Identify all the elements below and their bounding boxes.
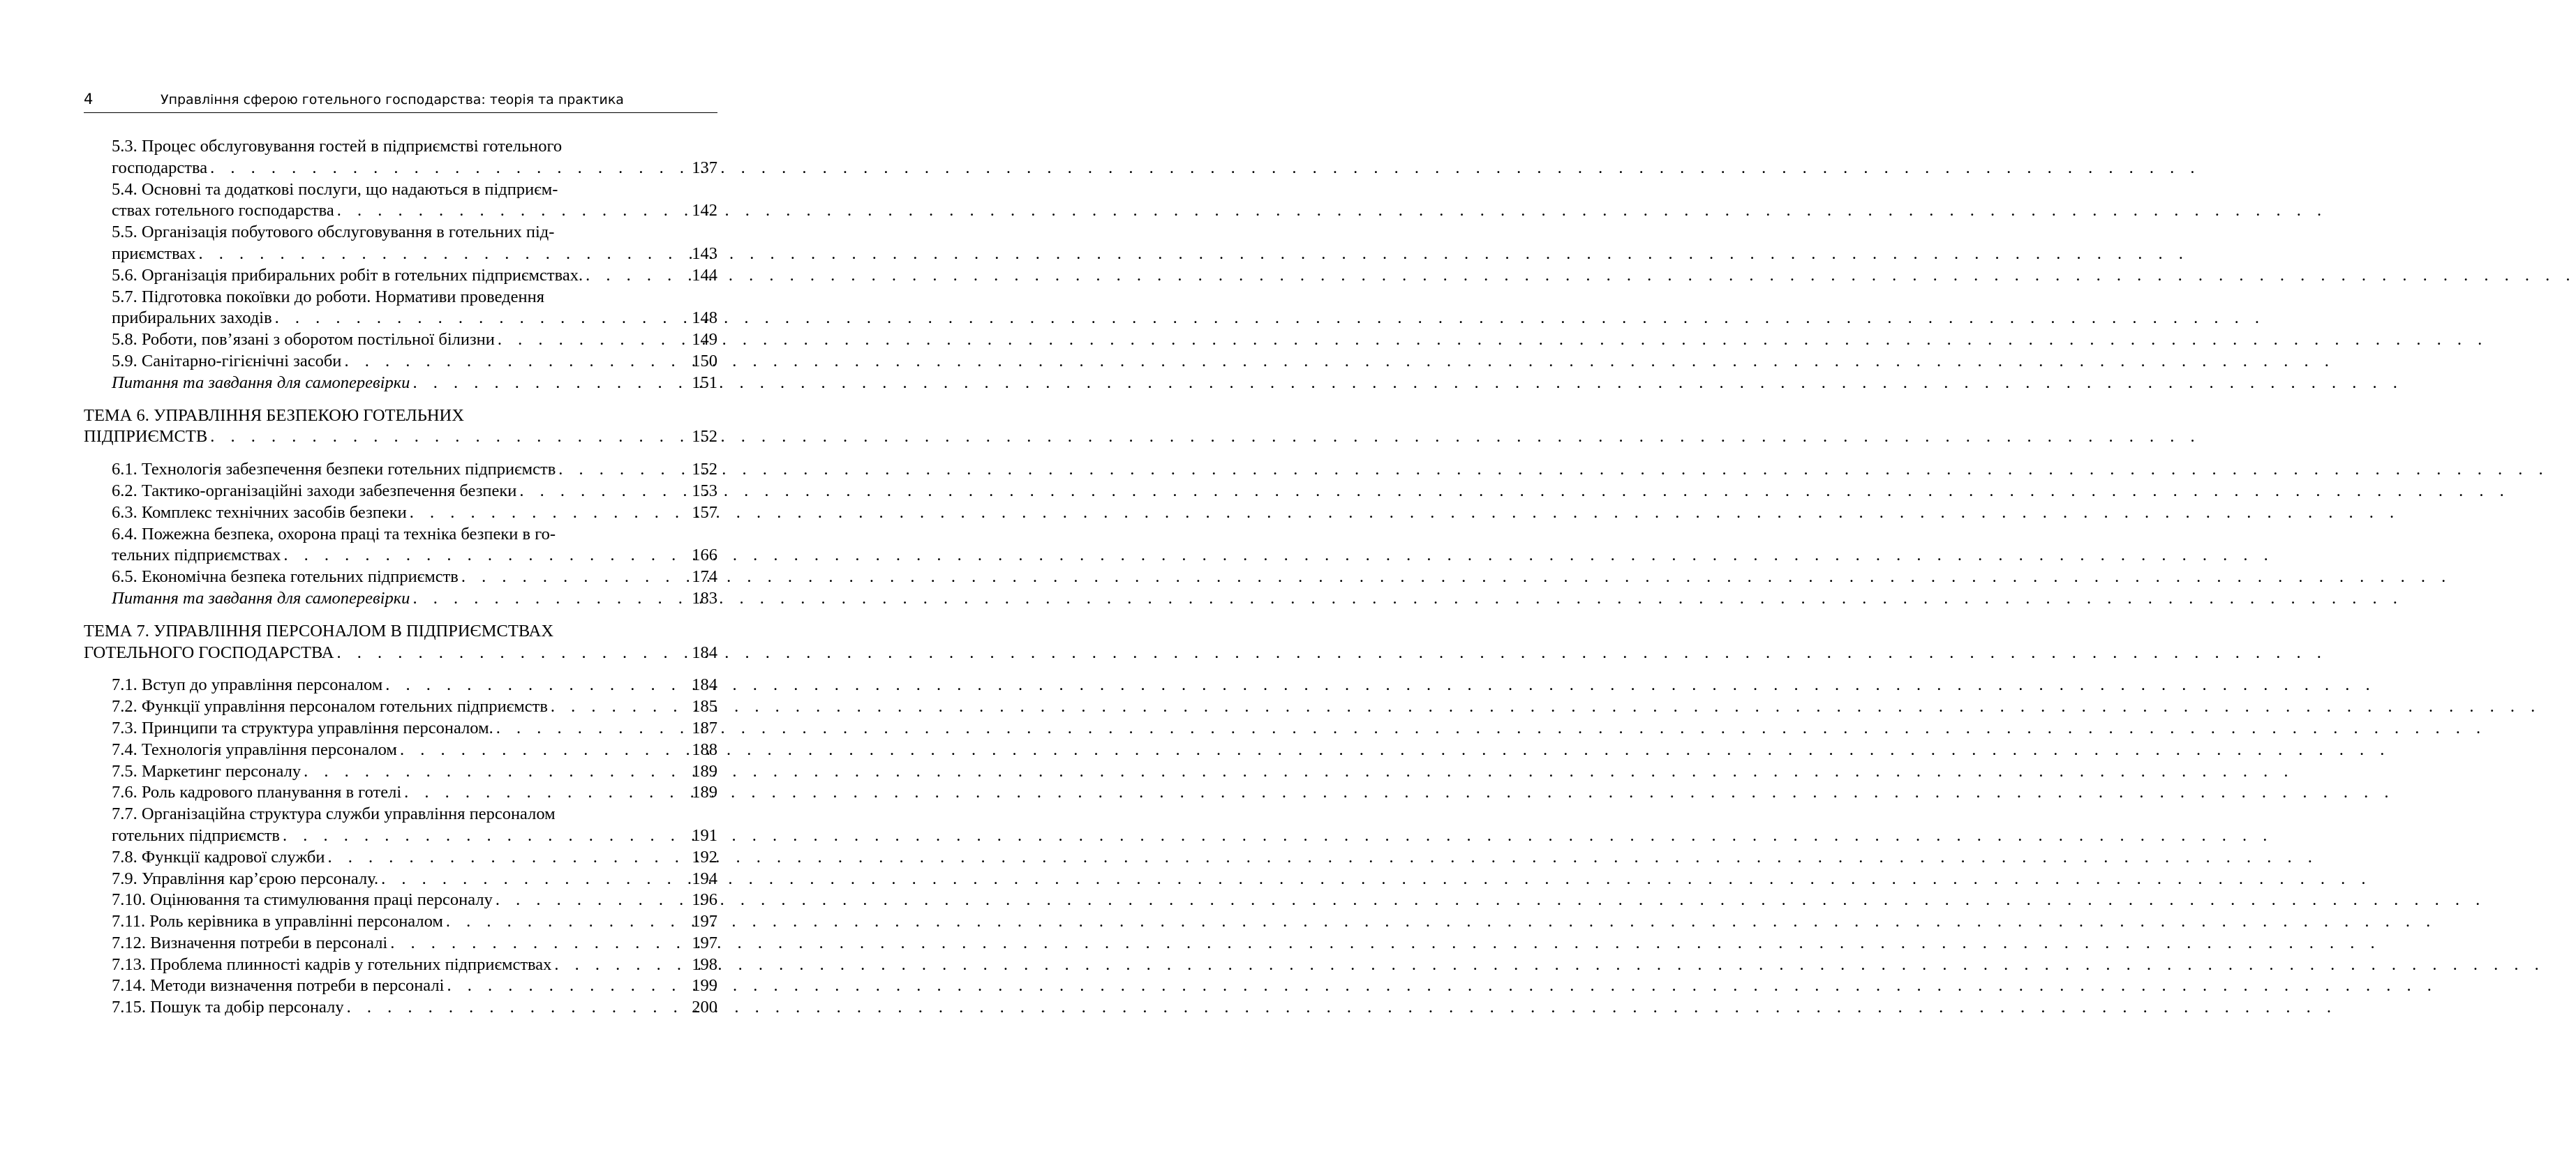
dot-leader — [443, 911, 678, 933]
toc-entry-5-5 — [84, 243, 717, 265]
dot-leader — [407, 502, 678, 524]
toc-entry-text: ствах готельного господарства — [112, 201, 334, 220]
toc-page-number: 198 — [692, 954, 717, 974]
toc-entry-text: 7.13. Проблема плинності кадрів у готельних підприємствах — [112, 954, 552, 974]
dot-leader — [397, 740, 678, 761]
toc-theme-6-line1 — [84, 405, 717, 427]
dot-leader — [325, 847, 678, 869]
dot-leader — [280, 825, 678, 847]
dot-leader — [493, 718, 678, 740]
toc-entry-6-4-line1 — [84, 524, 717, 546]
toc-page-number: 148 — [692, 308, 717, 328]
toc-page-number: 187 — [692, 718, 717, 737]
toc-entry-6-2 — [84, 481, 717, 502]
toc-entry-text: 7.2. Функції управління персоналом готельних підприємств — [112, 697, 548, 717]
toc-page-number: 184 — [692, 675, 717, 695]
dot-leader — [382, 675, 678, 696]
toc-page-number: 185 — [692, 697, 717, 717]
toc-entry-6-1 — [84, 459, 717, 481]
section-gap — [84, 448, 717, 459]
table-of-contents — [84, 136, 717, 1019]
toc-entry-7-4 — [84, 740, 717, 761]
toc-theme-6 — [84, 426, 717, 448]
toc-entry-text: господарства — [112, 158, 208, 177]
toc-entry-text: 5.4. Основні та додаткові послуги, що надаються в підприєм- — [112, 179, 558, 199]
dot-leader — [344, 997, 678, 1019]
toc-entry-7-5 — [84, 761, 717, 783]
toc-entry-text: 5.7. Підготовка покоївки до роботи. Нормативи проведення — [112, 287, 544, 306]
dot-leader — [444, 975, 678, 997]
toc-page-number: 142 — [692, 201, 717, 220]
toc-entry-text: 7.8. Функції кадрової служби — [112, 847, 325, 867]
toc-page-number: 143 — [692, 243, 717, 263]
toc-entry-text: 5.9. Санітарно-гігієнічні засоби — [112, 351, 342, 370]
toc-entry-text: 6.3. Комплекс технічних засобів безпеки — [112, 502, 407, 522]
toc-entry-5-6 — [84, 265, 717, 287]
toc-entry-5-3-line1 — [84, 136, 717, 158]
toc-entry-text: 6.1. Технологія забезпечення безпеки готельних підприємств — [112, 460, 556, 479]
toc-entry-questions-5 — [84, 373, 717, 394]
toc-entry-text: 7.5. Маркетинг персоналу — [112, 761, 301, 781]
dot-leader — [341, 351, 678, 373]
toc-entry-7-9 — [84, 869, 717, 890]
toc-entry-text: 5.3. Процес обслуговування гостей в підприємстві готельного — [112, 137, 563, 156]
section-gap — [84, 664, 717, 675]
toc-entry-7-12 — [84, 933, 717, 954]
dot-leader — [334, 643, 678, 664]
toc-entry-6-5 — [84, 567, 717, 588]
toc-theme-text: ПІДПРИЄМСТВ — [84, 427, 208, 447]
toc-entry-text: 6.4. Пожежна безпека, охорона праці та техніка безпеки в го- — [112, 524, 556, 544]
toc-page-number: 196 — [692, 890, 717, 910]
dot-leader — [495, 329, 678, 351]
dot-leader — [301, 761, 678, 783]
toc-page-number: 197 — [692, 933, 717, 952]
section-gap — [84, 610, 717, 621]
toc-entry-7-3 — [84, 718, 717, 740]
toc-entry-7-10 — [84, 890, 717, 911]
toc-page-number: 192 — [692, 847, 717, 867]
toc-entry-7-2 — [84, 696, 717, 718]
toc-entry-text: 7.4. Технологія управління персоналом — [112, 740, 397, 759]
toc-entry-text: 7.7. Організаційна структура служби управління персоналом — [112, 804, 556, 824]
toc-entry-text: 5.8. Роботи, пов’язані з оборотом постільної білизни — [112, 330, 495, 350]
dot-leader — [272, 308, 678, 329]
toc-entry-text: 5.6. Організація прибиральних робіт в готельних підприємствах. — [112, 265, 583, 285]
toc-entry-7-6 — [84, 782, 717, 804]
toc-page-number: 199 — [692, 976, 717, 996]
toc-entry-5-8 — [84, 329, 717, 351]
toc-entry-text: 6.2. Тактико-організаційні заходи забезпечення безпеки — [112, 481, 517, 500]
toc-theme-text: ТЕМА 7. УПРАВЛІННЯ ПЕРСОНАЛОМ В ПІДПРИЄМСТВАХ — [84, 621, 554, 640]
dot-leader — [551, 954, 678, 976]
toc-page-number: 189 — [692, 761, 717, 781]
document-page — [0, 0, 808, 1154]
toc-page-number: 149 — [692, 330, 717, 350]
toc-entry-5-7-line1 — [84, 287, 717, 308]
dot-leader — [493, 890, 678, 911]
toc-entry-5-9 — [84, 351, 717, 373]
dot-leader — [401, 782, 678, 804]
toc-entry-5-3 — [84, 158, 717, 179]
toc-theme-7 — [84, 643, 717, 664]
dot-leader — [334, 200, 678, 222]
toc-entry-text: готельних підприємств — [112, 825, 280, 845]
toc-entry-text: 7.1. Вступ до управління персоналом — [112, 675, 383, 695]
dot-leader — [207, 158, 678, 179]
dot-leader — [387, 933, 678, 954]
toc-entry-5-7 — [84, 308, 717, 329]
toc-page-number: 188 — [692, 740, 717, 759]
toc-entry-7-15 — [84, 997, 717, 1019]
page-number: 4 — [84, 91, 94, 107]
toc-entry-text: 6.5. Економічна безпека готельних підприємств — [112, 567, 459, 587]
toc-entry-6-3 — [84, 502, 717, 524]
toc-entry-text: Питання та завдання для самоперевірки — [112, 588, 410, 608]
toc-page-number: 157 — [692, 502, 717, 522]
dot-leader — [583, 265, 678, 287]
toc-entry-5-5-line1 — [84, 222, 717, 243]
dot-leader — [516, 481, 678, 502]
toc-page-number: 197 — [692, 912, 717, 931]
toc-entry-text: приємствах — [112, 243, 196, 263]
toc-entry-text: Питання та завдання для самоперевірки — [112, 373, 410, 392]
page-header — [84, 89, 717, 113]
toc-page-number: 174 — [692, 567, 717, 587]
toc-entry-5-4 — [84, 200, 717, 222]
dot-leader — [281, 545, 678, 567]
toc-entry-text: 7.15. Пошук та добір персоналу — [112, 998, 344, 1017]
toc-entry-7-13 — [84, 954, 717, 976]
toc-page-number: 144 — [692, 265, 717, 285]
running-title: Управління сферою готельного господарства: теорія та практика — [161, 92, 624, 107]
dot-leader — [459, 567, 678, 588]
toc-theme-text: ТЕМА 6. УПРАВЛІННЯ БЕЗПЕКОЮ ГОТЕЛЬНИХ — [84, 405, 464, 425]
toc-entry-7-7-line1 — [84, 804, 717, 825]
toc-entry-7-11 — [84, 911, 717, 933]
section-gap — [84, 394, 717, 405]
toc-page-number: 151 — [692, 373, 717, 392]
toc-entry-7-1 — [84, 675, 717, 696]
dot-leader — [410, 373, 678, 394]
toc-entry-text: прибиральних заходів — [112, 308, 272, 328]
dot-leader — [195, 243, 678, 265]
toc-entry-7-8 — [84, 847, 717, 869]
toc-page-number: 184 — [692, 643, 717, 662]
toc-theme-7-line1 — [84, 621, 717, 643]
toc-entry-text: 7.12. Визначення потреби в персоналі — [112, 933, 388, 952]
toc-entry-text: 7.10. Оцінювання та стимулювання праці персоналу — [112, 890, 493, 910]
toc-entry-5-4-line1 — [84, 179, 717, 201]
toc-entry-questions-6 — [84, 588, 717, 610]
toc-entry-text: 7.9. Управління кар’єрою персоналу. — [112, 869, 379, 888]
toc-page-number: 152 — [692, 427, 717, 447]
toc-entry-text: 5.5. Організація побутового обслуговування в готельних під- — [112, 223, 555, 242]
toc-page-number: 194 — [692, 869, 717, 888]
toc-entry-7-14 — [84, 975, 717, 997]
toc-entry-text: тельних підприємствах — [112, 546, 281, 565]
dot-leader — [556, 459, 678, 481]
toc-entry-text: 7.6. Роль кадрового планування в готелі — [112, 783, 402, 802]
toc-page-number: 153 — [692, 481, 717, 500]
toc-page-number: 166 — [692, 546, 717, 565]
toc-page-number: 189 — [692, 783, 717, 802]
dot-leader — [410, 588, 678, 610]
dot-leader — [207, 426, 678, 448]
toc-page-number: 183 — [692, 588, 717, 608]
toc-entry-text: 7.14. Методи визначення потреби в персоналі — [112, 976, 445, 996]
toc-page-number: 152 — [692, 460, 717, 479]
toc-entry-text: 7.3. Принципи та структура управління персоналом. — [112, 718, 493, 737]
toc-entry-6-4 — [84, 545, 717, 567]
toc-page-number: 191 — [692, 825, 717, 845]
toc-entry-text: 7.11. Роль керівника в управлінні персоналом — [112, 912, 443, 931]
toc-entry-7-7 — [84, 825, 717, 847]
dot-leader — [548, 696, 678, 718]
toc-page-number: 150 — [692, 351, 717, 370]
dot-leader — [378, 869, 678, 890]
toc-theme-text: ГОТЕЛЬНОГО ГОСПОДАРСТВА — [84, 643, 334, 662]
toc-page-number: 200 — [692, 998, 717, 1017]
toc-page-number: 137 — [692, 158, 717, 177]
